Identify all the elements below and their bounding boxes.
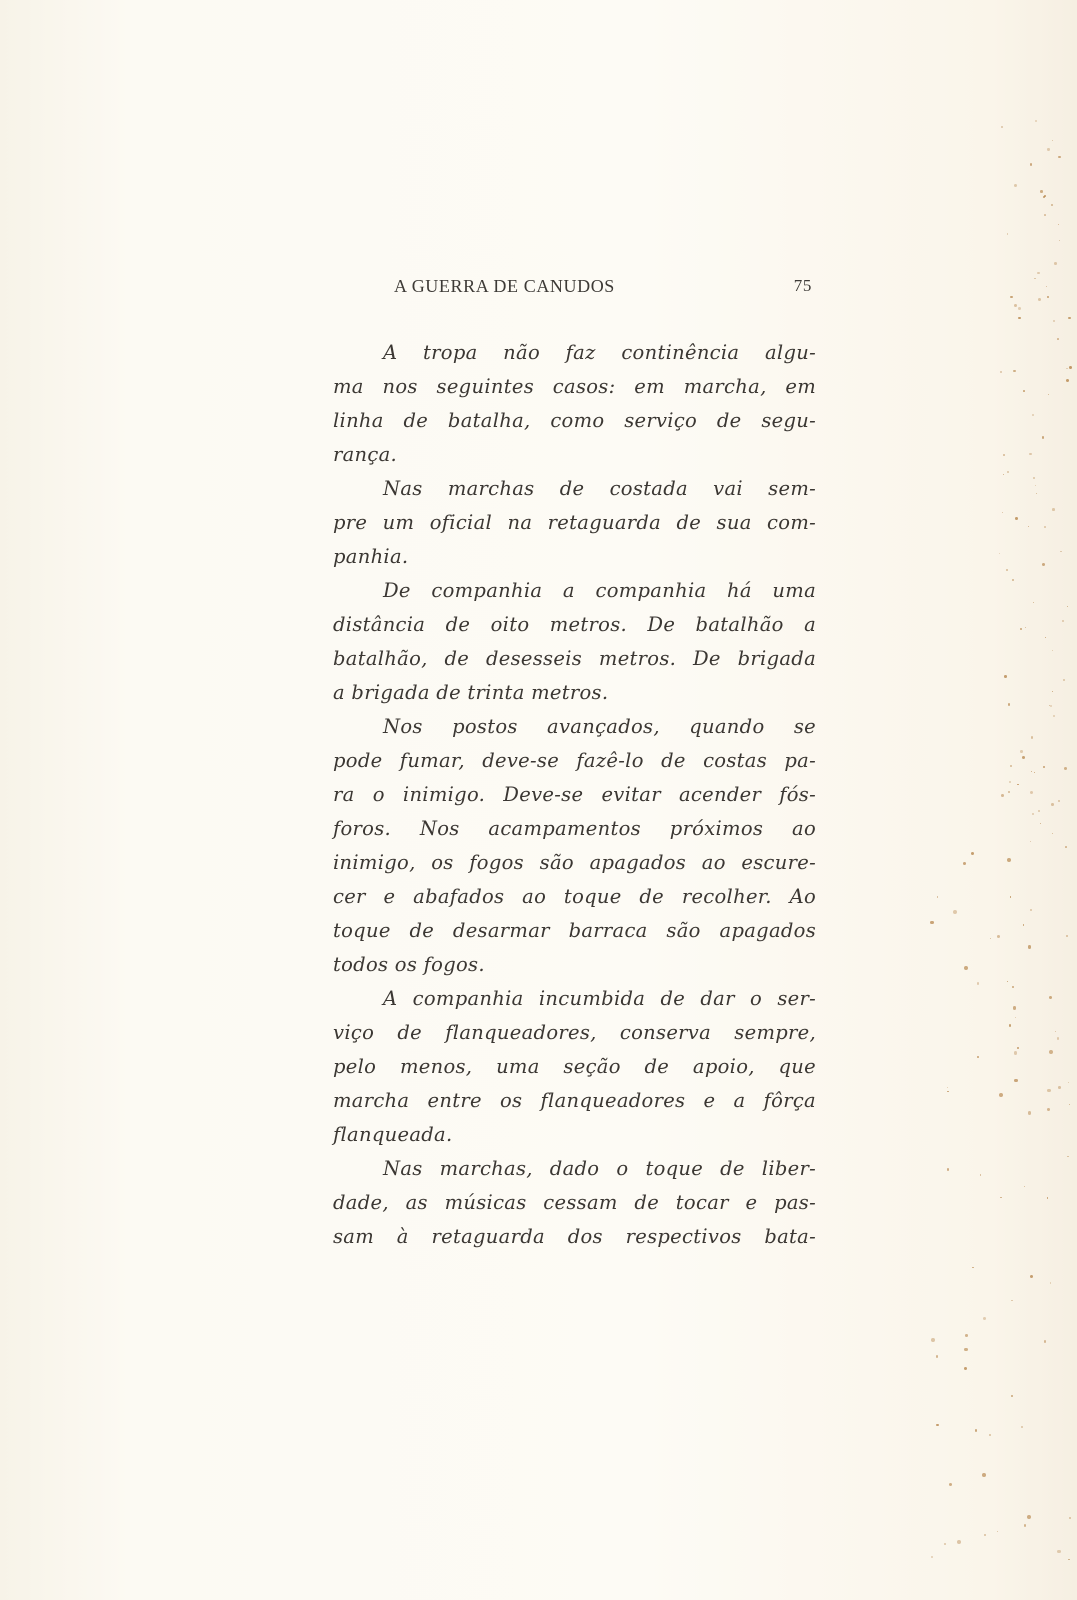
foxing-speck (1001, 126, 1003, 128)
foxing-speck (1029, 453, 1031, 455)
foxing-speck (1027, 1515, 1031, 1519)
foxing-speck (1049, 1050, 1053, 1054)
foxing-speck (1028, 526, 1029, 527)
foxing-speck (1069, 1104, 1071, 1106)
foxing-speck (1066, 379, 1069, 382)
foxing-speck (947, 1168, 949, 1170)
text-line: cer e abafados ao toque de recolher. Ao (333, 885, 816, 908)
foxing-speck (1059, 240, 1060, 241)
foxing-speck (1014, 304, 1017, 307)
text-line: a brigada de trinta metros. (333, 681, 609, 704)
text-line: Nas marchas, dado o toque de liber- (383, 1157, 816, 1180)
text-line: distância de oito metros. De batalhão a (333, 613, 816, 636)
foxing-speck (1033, 602, 1034, 603)
foxing-speck (1007, 233, 1008, 234)
text-line: Nas marchas de costada vai sem- (383, 477, 816, 500)
foxing-speck (1004, 675, 1007, 678)
foxing-speck (999, 553, 1000, 554)
foxing-speck (1012, 579, 1014, 581)
foxing-speck (1057, 1550, 1061, 1554)
foxing-speck (1057, 338, 1059, 340)
foxing-speck (1031, 771, 1032, 772)
foxing-speck (1030, 841, 1031, 842)
foxing-speck (1052, 691, 1054, 693)
foxing-speck (1049, 996, 1052, 999)
foxing-speck (1053, 715, 1055, 717)
foxing-speck (1030, 163, 1033, 166)
foxing-speck (931, 1556, 933, 1558)
foxing-speck (1024, 1524, 1027, 1527)
foxing-speck (1048, 394, 1049, 395)
foxing-speck (931, 1338, 935, 1342)
foxing-speck (1067, 606, 1068, 607)
foxing-speck (1011, 1395, 1013, 1397)
foxing-speck (1062, 620, 1065, 623)
foxing-speck (1060, 551, 1061, 552)
foxing-speck (1031, 736, 1034, 739)
foxing-speck (1038, 298, 1041, 301)
foxing-speck (1003, 474, 1005, 476)
foxing-speck (1065, 846, 1067, 848)
foxing-speck (1034, 772, 1035, 773)
running-head-title: A GUERRA DE CANUDOS (394, 276, 615, 296)
foxing-speck (1058, 224, 1059, 225)
foxing-speck (1008, 703, 1011, 706)
foxing-speck (1067, 1156, 1069, 1158)
foxing-speck (936, 1424, 938, 1426)
body-text (333, 336, 816, 1254)
text-line: panhia. (333, 545, 409, 568)
foxing-speck (936, 1355, 938, 1357)
foxing-speck (1021, 1426, 1023, 1428)
page-number: 75 (793, 276, 812, 295)
foxing-speck (997, 935, 1001, 939)
foxing-speck (1025, 627, 1026, 628)
foxing-speck (1013, 370, 1015, 372)
foxing-speck (1051, 204, 1053, 206)
foxing-speck (1000, 1197, 1002, 1199)
text-line: sam à retaguarda dos respectivos bata- (333, 1225, 816, 1248)
foxing-speck (1010, 896, 1011, 897)
foxing-speck (1010, 765, 1012, 767)
foxing-speck (1000, 371, 1002, 373)
foxing-speck (1008, 791, 1010, 793)
foxing-speck (1063, 679, 1065, 681)
foxing-speck (1066, 368, 1067, 369)
foxing-speck (1007, 858, 1011, 862)
foxing-speck (1036, 493, 1037, 494)
foxing-speck (1042, 563, 1045, 566)
foxing-speck (1013, 1006, 1017, 1010)
foxing-speck (1052, 833, 1054, 835)
foxing-speck (1050, 705, 1052, 707)
foxing-speck (1058, 156, 1061, 159)
foxing-speck (1069, 1517, 1071, 1519)
foxing-speck (1030, 791, 1033, 794)
foxing-speck (1050, 1282, 1052, 1284)
foxing-speck (982, 1473, 986, 1477)
foxing-speck (1035, 485, 1036, 486)
foxing-speck (1047, 296, 1049, 298)
text-line: todos os fogos. (333, 953, 485, 976)
foxing-speck (997, 1531, 998, 1532)
foxing-speck (1007, 981, 1008, 982)
text-line: flanqueada. (333, 1123, 453, 1146)
text-line: foros. Nos acampamentos próximos ao (333, 817, 816, 840)
foxing-speck (1011, 1300, 1012, 1301)
foxing-speck (1045, 637, 1046, 638)
foxing-speck (1058, 800, 1060, 802)
foxing-speck (1058, 1086, 1061, 1089)
foxing-speck (1047, 1108, 1050, 1111)
foxing-speck (1044, 195, 1046, 197)
foxing-speck (1047, 148, 1049, 150)
text-line: linha de batalha, como serviço de segu- (333, 409, 816, 432)
foxing-speck (1028, 945, 1032, 949)
foxing-speck (1030, 1275, 1033, 1278)
foxing-speck (1068, 317, 1071, 320)
foxing-speck (1023, 924, 1025, 926)
foxing-speck (1044, 214, 1046, 216)
running-head (392, 276, 812, 302)
foxing-speck (1044, 1340, 1046, 1342)
foxing-speck (1052, 140, 1053, 141)
foxing-speck (977, 1056, 979, 1058)
foxing-speck (999, 1093, 1003, 1097)
foxing-speck (1020, 750, 1023, 753)
foxing-speck (1024, 1186, 1025, 1187)
text-line: A tropa não faz continência algu- (383, 341, 816, 364)
foxing-speck (1022, 756, 1025, 759)
foxing-speck (1057, 1037, 1059, 1039)
foxing-speck (1033, 477, 1035, 479)
foxing-speck (964, 1367, 967, 1370)
foxing-speck (1018, 317, 1020, 319)
foxing-speck (1030, 909, 1032, 911)
text-line: pode fumar, deve-se fazê-lo de costas pa- (333, 749, 816, 772)
foxing-speck (1012, 986, 1014, 988)
foxing-speck (1046, 286, 1047, 287)
text-line: inimigo, os fogos são apagados ao escure- (333, 851, 816, 874)
foxing-speck (990, 938, 991, 939)
foxing-speck (1047, 1089, 1050, 1092)
foxing-speck (937, 896, 938, 897)
foxing-speck (1028, 1111, 1032, 1115)
foxing-speck (944, 1543, 946, 1545)
foxing-speck (977, 982, 980, 985)
foxing-speck (1066, 935, 1068, 937)
foxing-speck (1006, 569, 1008, 571)
text-line: Nos postos avançados, quando se (383, 715, 816, 738)
text-line: batalhão, de desesseis metros. De brigada (333, 647, 816, 670)
foxing-speck (1032, 813, 1035, 816)
foxing-speck (1051, 803, 1054, 806)
foxing-speck (1044, 526, 1046, 528)
foxing-speck (984, 1534, 986, 1536)
text-line: marcha entre os flanqueadores e a fôrça (333, 1089, 816, 1112)
foxing-speck (1064, 767, 1067, 770)
foxing-speck (975, 1429, 977, 1431)
foxing-speck (1010, 296, 1013, 299)
foxing-speck (1007, 471, 1009, 473)
foxing-speck (1040, 190, 1043, 193)
text-line: A companhia incumbida de dar o ser- (383, 987, 816, 1010)
foxing-speck (1047, 1197, 1049, 1199)
foxing-speck (947, 1087, 949, 1089)
text-line: rança. (333, 443, 398, 466)
foxing-speck (1009, 1024, 1012, 1027)
text-line: ra o inimigo. Deve-se evitar acender fós- (333, 783, 816, 806)
foxing-speck (1068, 1559, 1069, 1560)
foxing-speck (983, 1317, 986, 1320)
foxing-speck (1020, 628, 1022, 630)
foxing-speck (963, 862, 966, 865)
text-line: toque de desarmar barraca são apagados (333, 919, 816, 942)
text-line: pre um oficial na retaguarda de sua com- (333, 511, 816, 534)
foxing-speck (1002, 512, 1003, 513)
foxing-speck (989, 1434, 990, 1435)
foxing-speck (1068, 1082, 1069, 1083)
foxing-speck (1014, 1051, 1018, 1055)
foxing-speck (1069, 366, 1072, 369)
text-line: pelo menos, uma seção de apoio, que (333, 1055, 816, 1078)
foxing-speck (980, 1174, 982, 1176)
foxing-speck (1055, 1031, 1056, 1032)
foxing-speck (1042, 436, 1045, 439)
foxing-speck (1053, 320, 1055, 322)
foxing-speck (1032, 414, 1034, 416)
foxing-speck (1034, 278, 1036, 280)
text-line: ma nos seguintes casos: em marcha, em (333, 375, 816, 398)
foxing-speck (930, 921, 933, 924)
foxing-speck (947, 1091, 949, 1093)
foxing-speck (1003, 454, 1005, 456)
foxing-speck (957, 1540, 961, 1544)
foxing-speck (1023, 390, 1025, 392)
foxing-speck (1017, 784, 1019, 786)
text-line: viço de flanqueadores, conserva sempre, (333, 1021, 816, 1044)
foxing-speck (1052, 650, 1054, 652)
foxing-speck (1014, 1079, 1018, 1083)
foxing-speck (1017, 1047, 1019, 1049)
text-line: De companhia a companhia há uma (383, 579, 816, 602)
foxing-speck (1001, 794, 1004, 797)
foxing-speck (1009, 781, 1011, 783)
foxing-speck (949, 1483, 953, 1487)
foxing-speck (953, 910, 957, 914)
foxing-speck (1038, 810, 1040, 812)
text-line: dade, as músicas cessam de tocar e pas- (333, 1191, 816, 1214)
foxing-speck (1052, 508, 1055, 511)
foxing-speck (1040, 823, 1041, 824)
foxing-speck (1035, 120, 1037, 122)
foxing-speck (1037, 272, 1040, 275)
foxing-speck (964, 1348, 967, 1351)
foxing-speck (1018, 307, 1021, 310)
foxing-speck (1014, 184, 1017, 187)
foxing-speck (964, 966, 968, 970)
foxing-speck (972, 1267, 974, 1269)
foxing-speck (1015, 517, 1018, 520)
foxing-speck (965, 1334, 968, 1337)
foxing-speck (1054, 262, 1057, 265)
foxing-speck (1015, 1017, 1016, 1018)
foxing-speck (1043, 766, 1045, 768)
foxing-speck (971, 852, 975, 856)
